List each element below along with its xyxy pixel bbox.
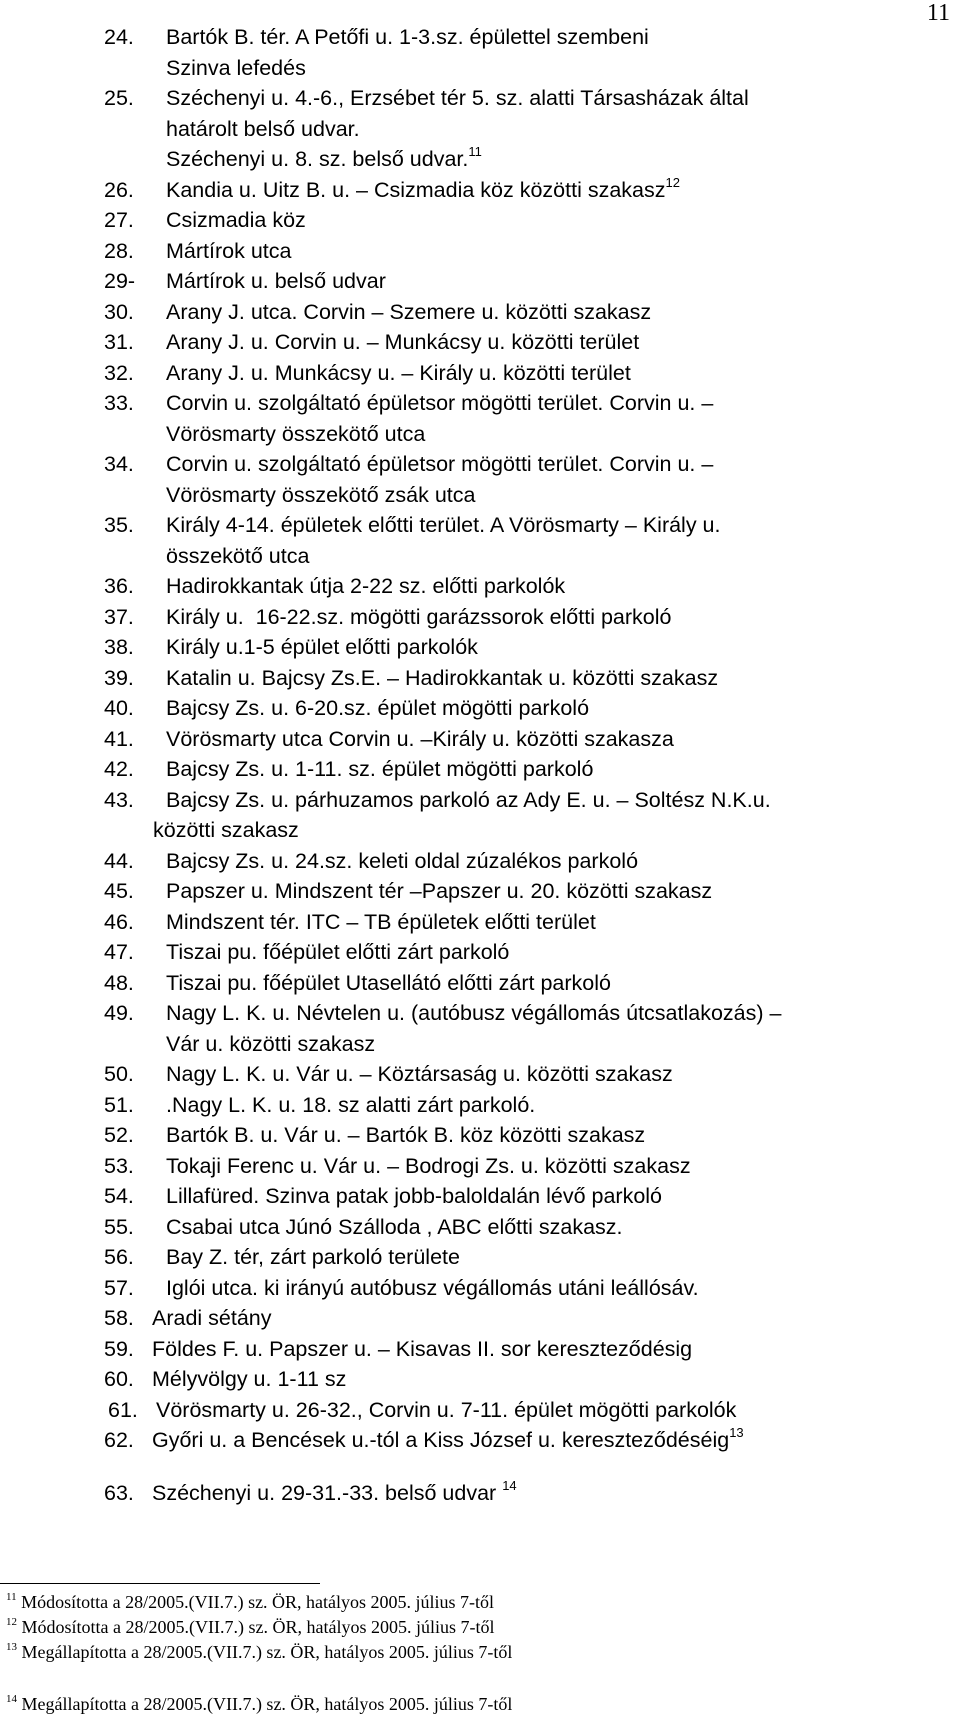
item-text: Vörösmarty u. 26-32., Corvin u. 7-11. épület mögötti parkolók [156, 1397, 737, 1422]
list-item-51 [104, 1090, 950, 1121]
list-item-37 [104, 602, 950, 633]
item-text: Bay Z. tér, zárt parkoló területe [166, 1245, 460, 1269]
item-text: Csabai utca Júnó Szálloda , ABC előtti szakasz. [166, 1214, 623, 1239]
item-text: Nagy L. K. u. Vár u. – Köztársaság u. közötti szakasz [166, 1062, 673, 1086]
list-item-52 [104, 1120, 950, 1151]
item-text: Tiszai pu. főépület Utasellátó előtti zárt parkoló [166, 970, 611, 995]
list-item-62 [104, 1425, 950, 1456]
location-list [104, 22, 950, 1508]
item-text: .Nagy L. K. u. 18. sz alatti zárt parkoló. [166, 1092, 536, 1117]
item-number: 47. [104, 940, 134, 964]
item-text: Mindszent tér. ITC – TB épületek előtti terület [166, 909, 596, 934]
list-item-41 [104, 724, 950, 755]
item-number: 27. [104, 208, 134, 232]
list-item-54 [104, 1181, 950, 1212]
item-number: 46. [104, 909, 134, 934]
list-item-57 [104, 1273, 950, 1304]
item-text: Tokaji Ferenc u. Vár u. – Bodrogi Zs. u. közötti szakasz [166, 1153, 691, 1178]
list-item-38 [104, 632, 950, 663]
footnote-text: Megállapította a 28/2005.(VII.7.) sz. ÖR, hatályos 2005. július 7-től [21, 1642, 513, 1662]
footnote-ref-12: 12 [665, 174, 680, 190]
item-text: Bartók B. u. Vár u. – Bartók B. köz közötti szakasz [166, 1123, 646, 1147]
list-item-25 [104, 83, 950, 175]
list-item-61 [104, 1395, 950, 1426]
list-item-36 [104, 571, 950, 602]
item-number: 55. [104, 1214, 134, 1239]
footnote-mark: 14 [6, 1693, 17, 1705]
list-item-48 [104, 968, 950, 999]
item-text: Győri u. a Bencések u.-tól a Kiss József u. kereszteződéséig [152, 1428, 730, 1452]
item-text: Király u. 16-22.sz. mögötti garázssorok előtti parkoló [166, 604, 672, 629]
page-number: 11 [926, 0, 950, 26]
list-item-28 [104, 236, 950, 267]
list-item-39 [104, 663, 950, 694]
list-item-59 [104, 1334, 950, 1365]
item-number: 56. [104, 1245, 134, 1269]
item-text: Mélyvölgy u. 1-11 sz [152, 1367, 347, 1391]
item-number: 34. [104, 452, 134, 476]
item-number: 37. [104, 604, 134, 629]
item-text: Széchenyi u. 8. sz. belső udvar. [166, 147, 469, 171]
item-text-continuation: közötti szakasz [153, 818, 299, 842]
item-number: 44. [104, 848, 134, 873]
item-number: 52. [104, 1123, 134, 1147]
item-text: Király u.1-5 épület előtti parkolók [166, 635, 478, 659]
item-text: Mártírok u. belső udvar [166, 269, 386, 293]
list-item-44 [104, 846, 950, 877]
footnote-ref-13: 13 [729, 1425, 744, 1440]
item-text: Bajcsy Zs. u. 24.sz. keleti oldal zúzalékos parkoló [166, 848, 639, 873]
item-text: Szinva lefedés [166, 55, 306, 80]
item-text: Bajcsy Zs. u. 1-11. sz. épület mögötti parkoló [166, 757, 594, 781]
list-item-31 [104, 327, 950, 358]
item-text: Bartók B. tér. A Petőfi u. 1-3.sz. épülettel szembeni [166, 25, 649, 49]
item-number: 45. [104, 879, 134, 903]
list-item-56 [104, 1242, 950, 1273]
item-number: 40. [104, 696, 134, 720]
item-number: 35. [104, 513, 134, 537]
item-number: 31. [104, 330, 134, 354]
item-number: 54. [104, 1184, 134, 1208]
list-item-49 [104, 998, 950, 1059]
item-number: 29- [104, 269, 136, 293]
item-text: Bajcsy Zs. u. párhuzamos parkoló az Ady E. u. – Soltész N.K.u. [166, 787, 771, 812]
item-number: 49. [104, 1001, 134, 1025]
list-item-43 [104, 785, 950, 816]
item-number: 61. [108, 1397, 138, 1422]
footnote-text: Módosította a 28/2005.(VII.7.) sz. ÖR, hatályos 2005. július 7-től [21, 1592, 495, 1612]
item-text: Aradi sétány [152, 1306, 272, 1330]
list-item-55 [104, 1212, 950, 1243]
list-item-35 [104, 510, 950, 571]
list-item-50 [104, 1059, 950, 1090]
footnote-text: Módosította a 28/2005.(VII.7.) sz. ÖR, hatályos 2005. július 7-től [21, 1617, 495, 1637]
item-text: Mártírok utca [166, 238, 292, 263]
item-number: 48. [104, 970, 134, 995]
item-number: 43. [104, 787, 134, 812]
item-number: 32. [104, 360, 134, 385]
item-number: 60. [104, 1367, 134, 1391]
item-text: Földes F. u. Papszer u. – Kisavas II. sor kereszteződésig [152, 1336, 693, 1361]
list-item-32 [104, 358, 950, 389]
item-number: 57. [104, 1275, 134, 1300]
item-number: 59. [104, 1336, 134, 1361]
item-text: összekötő utca [166, 543, 310, 568]
list-item-27 [104, 205, 950, 236]
item-text: Vörösmarty utca Corvin u. –Király u. közötti szakasza [166, 726, 674, 751]
list-item-34 [104, 449, 950, 510]
item-number: 41. [104, 726, 134, 751]
footnote-text: Megállapította a 28/2005.(VII.7.) sz. ÖR, hatályos 2005. július 7-től [21, 1694, 513, 1714]
footnote-mark: 11 [6, 1591, 17, 1603]
item-text: Hadirokkantak útja 2-22 sz. előtti parkolók [166, 574, 566, 598]
list-item-46 [104, 907, 950, 938]
footnote-13 [6, 1640, 512, 1665]
item-number: 25. [104, 86, 134, 110]
item-text: Csizmadia köz [166, 208, 306, 232]
list-item-63 [104, 1478, 950, 1509]
footnote-mark: 12 [6, 1616, 17, 1628]
list-item-24 [104, 22, 950, 83]
item-text: Tiszai pu. főépület előtti zárt parkoló [166, 940, 510, 964]
list-item-29 [104, 266, 950, 297]
item-number: 39. [104, 665, 134, 690]
item-text: Vár u. közötti szakasz [166, 1031, 376, 1056]
list-item-47 [104, 937, 950, 968]
footnote-mark: 13 [6, 1641, 17, 1653]
item-number: 30. [104, 299, 134, 324]
item-number: 42. [104, 757, 134, 781]
item-text: Széchenyi u. 29-31.-33. belső udvar [152, 1480, 497, 1505]
item-number: 50. [104, 1062, 134, 1086]
item-text: Arany J. u. Corvin u. – Munkácsy u. közötti terület [166, 330, 640, 354]
item-text: határolt belső udvar. [166, 116, 360, 141]
item-number: 26. [104, 177, 134, 202]
list-item-53 [104, 1151, 950, 1182]
item-text: Vörösmarty összekötő utca [166, 421, 426, 446]
list-item-33 [104, 388, 950, 449]
item-text: Vörösmarty összekötő zsák utca [166, 482, 476, 507]
item-number: 28. [104, 238, 134, 263]
item-text: Papszer u. Mindszent tér –Papszer u. 20. közötti szakasz [166, 879, 713, 903]
list-item-45 [104, 876, 950, 907]
list-item-26 [104, 175, 950, 206]
item-text: Bajcsy Zs. u. 6-20.sz. épület mögötti parkoló [166, 696, 590, 720]
item-number: 62. [104, 1428, 134, 1452]
list-item-30 [104, 297, 950, 328]
item-number: 36. [104, 574, 134, 598]
item-text: Corvin u. szolgáltató épületsor mögötti terület. Corvin u. – [166, 452, 714, 476]
item-number: 24. [104, 25, 134, 49]
item-text: Iglói utca. ki irányú autóbusz végállomás utáni leállósáv. [166, 1275, 699, 1300]
item-text: Lillafüred. Szinva patak jobb-baloldalán lévő parkoló [166, 1184, 663, 1208]
item-text: Arany J. u. Munkácsy u. – Király u. közötti terület [166, 360, 631, 385]
footnotes [6, 1590, 512, 1717]
footnote-14 [6, 1692, 512, 1717]
footnote-ref-11: 11 [468, 144, 482, 159]
footnote-ref-14: 14 [502, 1477, 517, 1493]
list-item-42 [104, 754, 950, 785]
item-number: 53. [104, 1153, 134, 1178]
footnote-11 [6, 1590, 512, 1615]
item-text: Corvin u. szolgáltató épületsor mögötti terület. Corvin u. – [166, 391, 714, 415]
item-text: Széchenyi u. 4.-6., Erzsébet tér 5. sz. alatti Társasházak által [166, 86, 749, 110]
list-item-58 [104, 1303, 950, 1334]
footnote-separator [0, 1583, 320, 1584]
item-text: Király 4-14. épületek előtti terület. A Vörösmarty – Király u. [166, 513, 721, 537]
item-text: Kandia u. Uitz B. u. – Csizmadia köz közötti szakasz [166, 177, 666, 202]
item-text: Arany J. utca. Corvin – Szemere u. közötti szakasz [166, 299, 652, 324]
item-number: 58. [104, 1306, 134, 1330]
item-number: 38. [104, 635, 134, 659]
item-text: Nagy L. K. u. Névtelen u. (autóbusz végállomás útcsatlakozás) – [166, 1001, 782, 1025]
item-text: Katalin u. Bajcsy Zs.E. – Hadirokkantak u. közötti szakasz [166, 665, 719, 690]
list-item-60 [104, 1364, 950, 1395]
item-number: 63. [104, 1480, 134, 1505]
footnote-12 [6, 1615, 512, 1640]
item-number: 33. [104, 391, 134, 415]
item-number: 51. [104, 1092, 134, 1117]
list-item-40 [104, 693, 950, 724]
